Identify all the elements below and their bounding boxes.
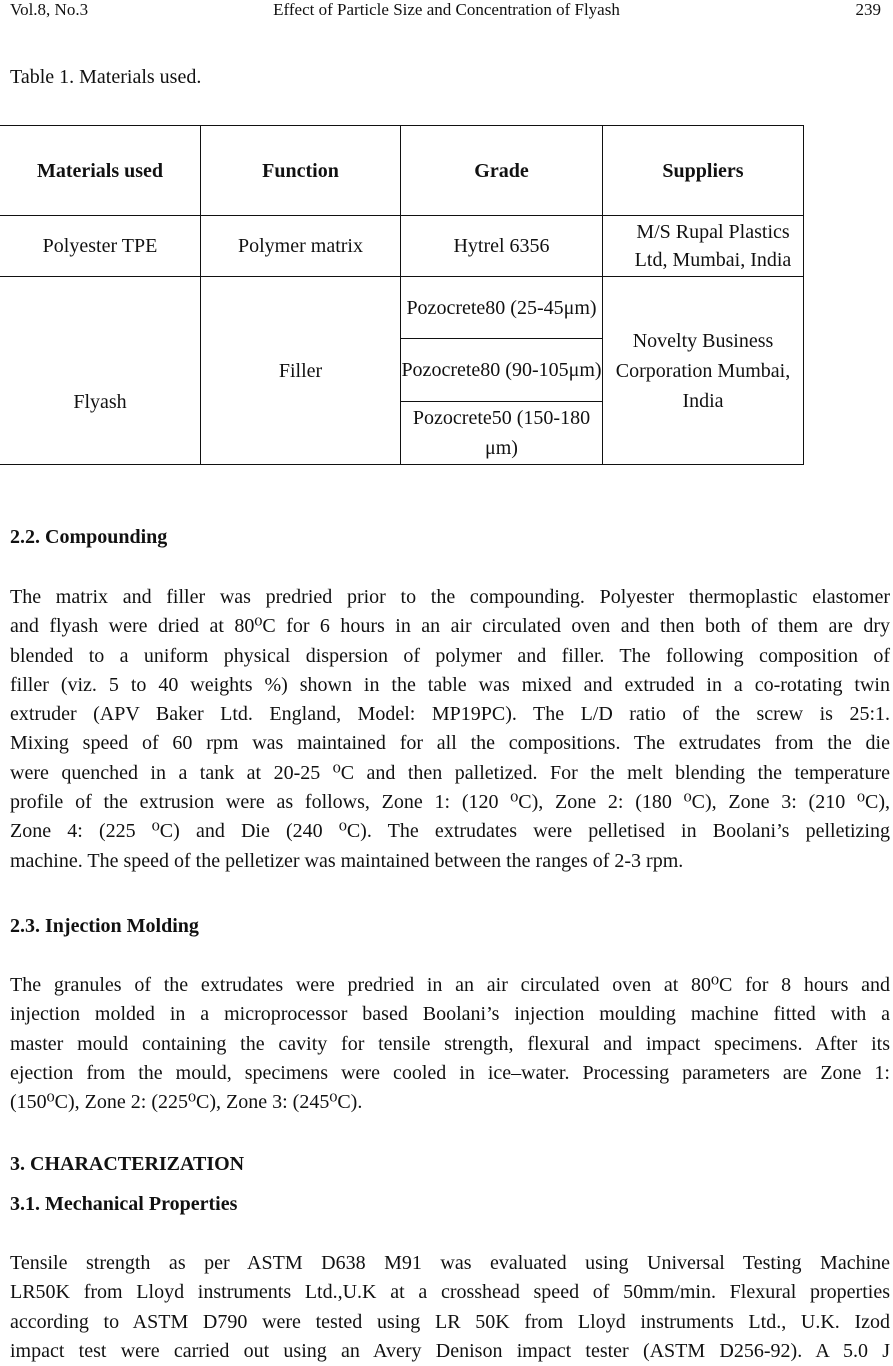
text-line: and flyash were dried at 80⁰C for 6 hours in an air circulated oven and then both of them are dry [10, 615, 890, 638]
text-line: according to ASTM D790 were tested using LR 50K from Lloyd instruments Ltd., U.K. Izod [10, 1310, 890, 1333]
text-line: The matrix and filler was predried prior to the compounding. Polyester thermoplastic elastomer [10, 586, 890, 608]
text-line: LR50K from Lloyd instruments Ltd.,U.K at a crosshead speed of 50mm/min. Flexural properties [10, 1281, 890, 1304]
text-line: blended to a uniform physical dispersion of polymer and filler. The following composition of [10, 644, 890, 667]
header-cell: Function [201, 126, 401, 216]
text-line: The granules of the extrudates were predried in an air circulated oven at 80⁰C for 8 hours and [10, 974, 890, 996]
table-caption: Table 1. Materials used. [10, 66, 202, 88]
text-line: master mould containing the cavity for tensile strength, flexural and impact specimens. After its [10, 1032, 890, 1055]
table-cell: Polymer matrix [201, 216, 401, 277]
text-line: Tensile strength as per ASTM D638 M91 was evaluated using Universal Testing Machine [10, 1252, 890, 1274]
table-row [0, 277, 804, 339]
table-cell: Polyester TPE [0, 216, 201, 277]
text-line: injection molded in a microprocessor based Boolani’s injection moulding machine fitted with a [10, 1003, 890, 1026]
table-cell: Filler [201, 277, 401, 465]
section-heading: 2.2. Compounding [10, 526, 168, 548]
table-cell: M/S Rupal Plastics Ltd, Mumbai, India [603, 216, 804, 277]
text-line: profile of the extrusion were as follows, Zone 1: (120 ⁰C), Zone 2: (180 ⁰C), Zone 3: (210 ⁰C), [10, 791, 890, 814]
text-line: Mixing speed of 60 rpm was maintained for all the compositions. The extrudates from the die [10, 732, 890, 755]
paragraph [10, 971, 890, 1117]
text-line: were quenched in a tank at 20-25 ⁰C and then palletized. For the melt blending the temperature [10, 761, 890, 784]
table-header-row [0, 126, 804, 216]
table-cell: Pozocrete80 (90-105μm) [401, 339, 603, 402]
section-heading: 3. CHARACTERIZATION [10, 1153, 245, 1175]
table-row [0, 216, 804, 277]
page-number: 239 [855, 0, 881, 19]
text-line: ejection from the mould, specimens were cooled in ice–water. Processing parameters are Zone 1: [10, 1061, 890, 1084]
text-line: impact test were carried out using an Avery Denison impact tester (ASTM D256-92). A 5.0 J [10, 1339, 890, 1362]
header-cell: Grade [401, 126, 603, 216]
header-cell: Materials used [0, 126, 201, 216]
journal-volume: Vol.8, No.3 [10, 0, 89, 19]
paragraph [10, 583, 890, 876]
materials-table [0, 125, 804, 465]
table-cell: Pozocrete80 (25-45μm) [401, 277, 603, 339]
section-heading: 2.3. Injection Molding [10, 915, 199, 937]
text-line: machine. The speed of the pelletizer was maintained between the ranges of 2-3 rpm. [10, 849, 684, 872]
text-line: (150⁰C), Zone 2: (225⁰C), Zone 3: (245⁰C). [10, 1091, 363, 1114]
table-cell: Hytrel 6356 [401, 216, 603, 277]
table-cell: Pozocrete50 (150-180 μm) [401, 402, 603, 465]
text-line: filler (viz. 5 to 40 weights %) shown in the table was mixed and extruded in a co-rotating twin [10, 673, 890, 696]
paragraph [10, 1249, 890, 1366]
text-line: Zone 4: (225 ⁰C) and Die (240 ⁰C). The extrudates were pelletised in Boolani’s pelletizing [10, 820, 890, 843]
section-heading: 3.1. Mechanical Properties [10, 1193, 238, 1215]
table-cell: Novelty Business Corporation Mumbai, India [603, 277, 804, 465]
text-line: extruder (APV Baker Ltd. England, Model: MP19PC). The L/D ratio of the screw is 25:1. [10, 703, 890, 726]
header-cell: Suppliers [603, 126, 804, 216]
running-title: Effect of Particle Size and Concentration of Flyash [273, 0, 620, 19]
table-cell: Flyash [0, 277, 201, 465]
